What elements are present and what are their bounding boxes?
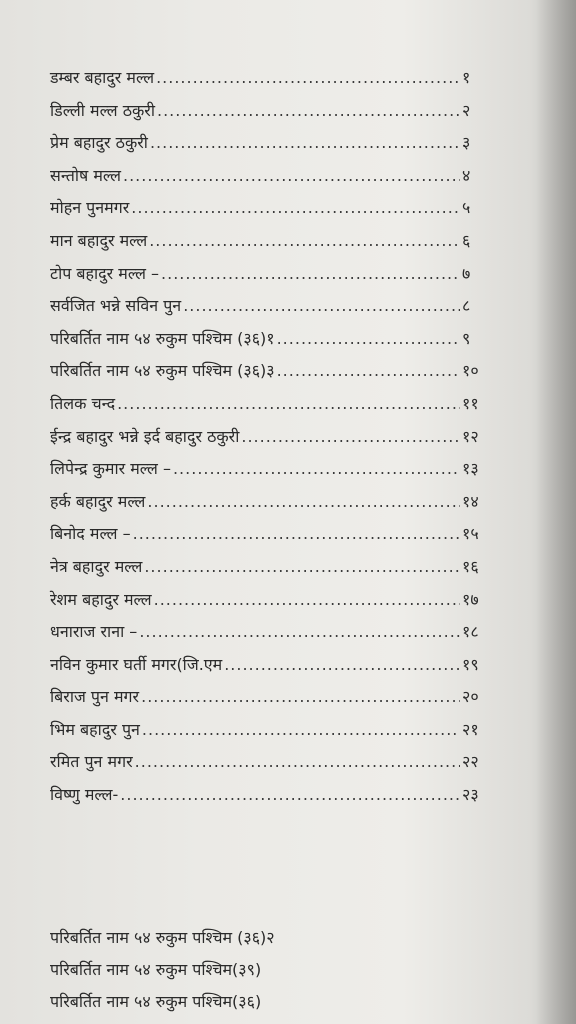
toc-entry-page: १२ [462,426,479,446]
dot-leader [183,290,460,323]
toc-entry [50,160,480,193]
toc-entry-page: ४ [462,165,471,185]
toc-entry-name: परिबर्तित नाम ५४ रुकुम पश्चिम (३६)३ [50,361,275,381]
toc-entry-name: तिलक चन्द [50,393,116,413]
toc-entry-page: ६ [462,230,471,250]
dot-leader [139,616,460,649]
page-edge-shadow [536,0,576,1024]
toc-entry-name: बिनोद मल्ल – [50,524,131,544]
toc-entry-page: ३ [462,133,471,153]
toc-entry-page: २१ [462,719,479,739]
dot-leader [123,160,460,193]
toc-entry [50,290,480,323]
dot-leader [161,258,460,291]
toc-entry-page: १० [462,361,479,381]
dot-leader [135,746,460,779]
toc-entry-page: १८ [462,622,479,642]
dot-leader [120,779,460,812]
dot-leader [147,486,460,519]
toc-entry [50,453,480,486]
toc-entry-page: १४ [462,491,479,511]
toc-entry [50,62,480,95]
toc-entry-name: रेशम बहादुर मल्ल [50,589,152,609]
toc-entry-page: २० [462,687,479,707]
toc-entry-name: डिल्ली मल्ल ठकुरी [50,100,155,120]
toc-entry-page: २२ [462,752,479,772]
toc-entry-name: प्रेम बहादुर ठकुरी [50,133,148,153]
toc-entry-page: १५ [462,524,479,544]
toc-entry-name: लिपेन्द्र कुमार मल्ल – [50,459,171,479]
toc-entry-name: धनाराज राना – [50,622,138,642]
toc-entry [50,616,480,649]
toc-entry [50,486,480,519]
toc-entry [50,355,480,388]
toc-entry [50,421,480,454]
toc-entry [50,779,480,812]
toc-entry [50,127,480,160]
dot-leader [277,323,460,356]
toc-entry-page: ७ [462,263,471,283]
dot-leader [277,355,460,388]
toc-entry-page: १६ [462,556,479,576]
toc-entry-name: परिबर्तित नाम ५४ रुकुम पश्चिम (३६)१ [50,328,275,348]
toc-entry [50,323,480,356]
toc-entry-page: १९ [462,654,479,674]
toc-entry [50,258,480,291]
toc-entry-name: मोहन पुनमगर [50,198,130,218]
toc-entry-name: हर्क बहादुर मल्ल [50,491,146,511]
toc-entry-name: रमित पुन मगर [50,752,133,772]
dot-leader [149,225,460,258]
toc-entry-name: सन्तोष मल्ल [50,165,121,185]
note-line: परिबर्तित नाम ५४ रुकुम पश्चिम (३६)२ [50,928,275,947]
toc-entry-name: टोप बहादुर मल्ल – [50,263,160,283]
toc-entry-page: १७ [462,589,479,609]
dot-leader [144,551,460,584]
dot-leader [142,714,460,747]
toc-entry [50,95,480,128]
toc-entry [50,649,480,682]
toc-entry-name: भिम बहादुर पुन [50,719,140,739]
toc-entry [50,746,480,779]
dot-leader [156,62,460,95]
toc-entry-page: २ [462,100,471,120]
toc-entry-page: १३ [462,459,479,479]
notes-list [50,922,275,1018]
toc-entry [50,551,480,584]
toc-entry-page: ११ [462,393,479,413]
dot-leader [131,192,460,225]
note-line: परिबर्तित नाम ५४ रुकुम पश्चिम(३६) [50,992,262,1011]
dot-leader [150,127,460,160]
table-of-contents [50,62,480,812]
note-line: परिबर्तित नाम ५४ रुकुम पश्चिम(३९) [50,960,262,979]
toc-entry-page: १ [462,68,471,87]
toc-entry-name: विष्णु मल्ल- [50,785,119,805]
dot-leader [133,518,460,551]
toc-entry [50,518,480,551]
toc-entry-page: ८ [462,296,471,316]
toc-entry-name: बिराज पुन मगर [50,687,140,707]
toc-entry-name: नेत्र बहादुर मल्ल [50,556,143,576]
toc-entry-name: डम्बर बहादुर मल्ल [50,68,155,87]
toc-entry-name: मान बहादुर मल्ल [50,230,148,250]
toc-entry [50,681,480,714]
toc-entry-name: सर्वजित भन्ने सविन पुन [50,296,182,316]
toc-entry-name: नविन कुमार घर्ती मगर(जि.एम [50,654,223,674]
toc-entry [50,584,480,617]
dot-leader [241,421,460,454]
dot-leader [141,681,460,714]
toc-entry-page: २३ [462,785,479,805]
dot-leader [117,388,460,421]
toc-entry [50,388,480,421]
dot-leader [224,649,460,682]
dot-leader [154,584,460,617]
toc-entry-name: ईन्द्र बहादुर भन्ने इर्द बहादुर ठकुरी [50,426,240,446]
toc-entry [50,192,480,225]
dot-leader [173,453,460,486]
toc-entry-page: ५ [462,198,471,218]
toc-entry-page: ९ [462,328,471,348]
dot-leader [157,95,460,128]
toc-entry [50,225,480,258]
toc-entry [50,714,480,747]
